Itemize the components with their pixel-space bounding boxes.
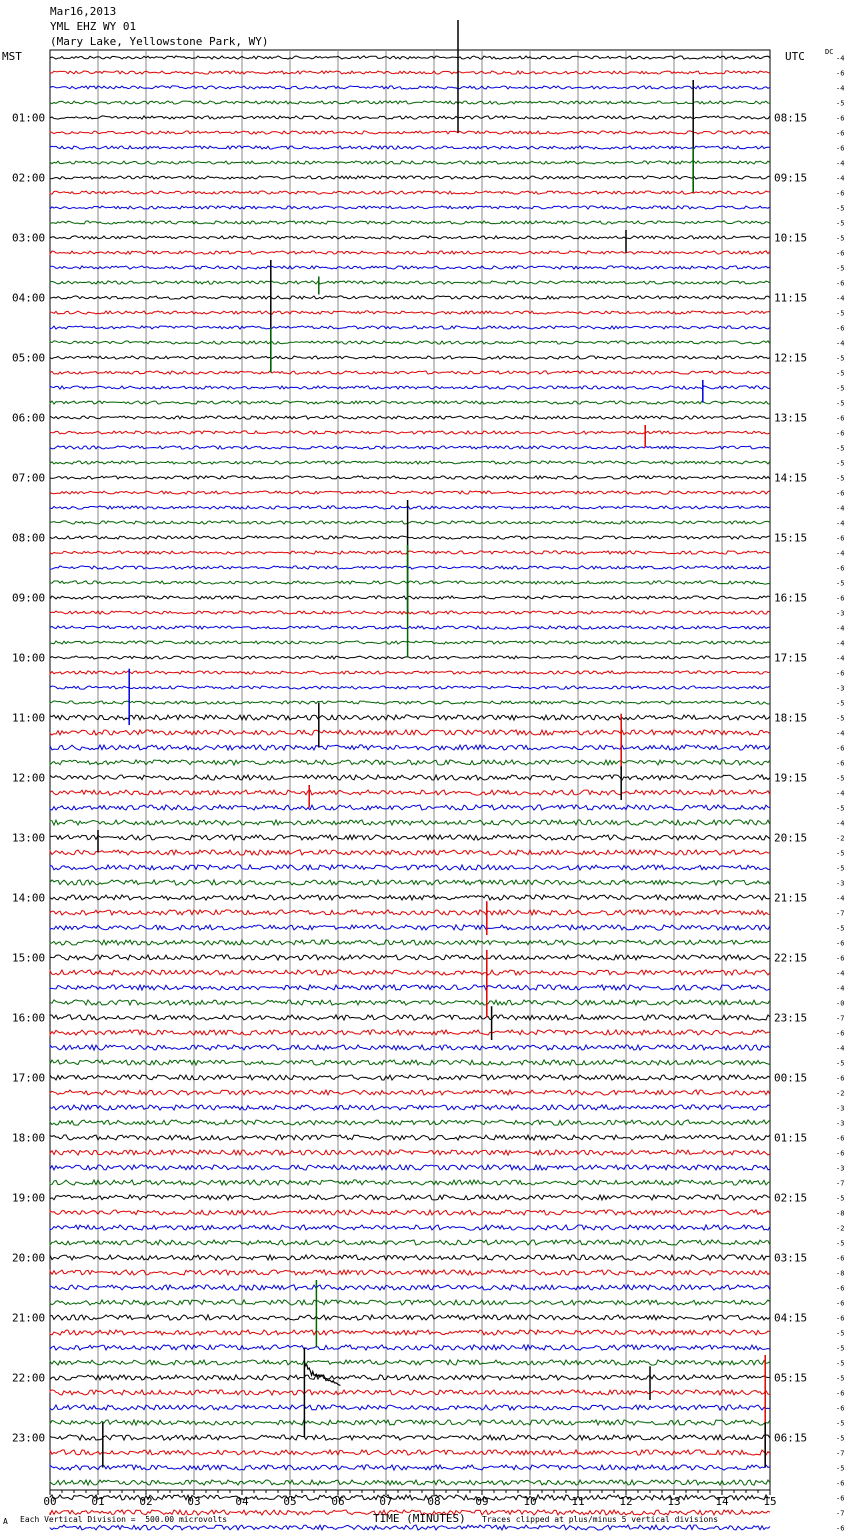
seismic-trace [50,1150,770,1155]
dc-offset-label: -4 [836,54,845,63]
dc-offset-label: -4 [836,519,845,528]
left-hour-label: 05:00 [12,351,46,365]
corner-mark: A [3,1517,8,1526]
dc-offset-label: -5 [836,849,845,858]
scale-note: Each Vertical Division = 500.00 microvolts [20,1515,228,1524]
left-hour-label: 01:00 [12,111,46,125]
seismic-trace [50,581,770,584]
x-tick-label: 08 [427,1495,441,1508]
dc-offset-label: -8 [836,1269,845,1278]
dc-offset-label: -3 [836,1104,845,1113]
seismic-trace [50,1030,770,1035]
dc-offset-label: -4 [836,504,845,513]
x-tick-label: 00 [43,1495,57,1508]
dc-offset-label: -5 [836,1239,845,1248]
seismic-trace [50,760,770,765]
left-hour-label: 14:00 [12,891,46,905]
seismic-trace [50,850,770,855]
dc-offset-label: -6 [836,1299,845,1308]
dc-offset-label: -6 [836,429,845,438]
dc-offset-label: -6 [836,144,845,153]
right-hour-label: 23:15 [774,1011,808,1025]
dc-offset-label: -6 [836,1029,845,1038]
dc-offset-label: -0 [836,999,845,1008]
dc-offset-label: -7 [836,1014,845,1023]
seismic-trace [50,1120,770,1125]
right-hour-label: 06:15 [774,1431,808,1445]
left-hour-label: 02:00 [12,171,46,185]
dc-offset-label: -6 [836,1404,845,1413]
header-station: YML EHZ WY 01 [50,20,137,33]
seismic-trace [50,566,770,569]
left-hour-label: 04:00 [12,291,46,305]
right-hour-label: 22:15 [774,951,808,965]
x-tick-label: 03 [187,1495,201,1508]
seismic-trace [50,371,770,374]
x-tick-label: 02 [139,1495,153,1508]
dc-offset-label: -6 [836,1494,845,1503]
dc-label: DC [825,48,834,56]
dc-offset-label: -4 [836,639,845,648]
left-timezone-label: MST [2,50,22,63]
seismic-trace [50,701,770,704]
seismic-trace [50,221,770,224]
seismic-trace [50,1195,770,1200]
left-hour-label: 08:00 [12,531,46,545]
dc-offset-label: -5 [836,264,845,273]
seismic-trace [50,820,770,825]
seismic-trace [50,86,770,89]
dc-offset-label: -6 [836,114,845,123]
seismic-trace [50,506,770,509]
dc-offset-label: -4 [836,819,845,828]
seismic-trace [50,970,770,975]
seismic-trace [50,1180,770,1185]
seismic-trace [50,1480,770,1485]
seismic-trace [50,101,770,104]
seismic-trace [50,985,770,990]
seismic-trace [50,236,770,239]
seismic-trace [50,311,770,314]
seismic-trace [50,1270,770,1275]
dc-offset-label: -3 [836,879,845,888]
right-hour-label: 15:15 [774,531,808,545]
seismic-trace [50,476,770,479]
seismic-trace [50,176,770,179]
seismic-trace [50,1045,770,1050]
seismic-trace [50,835,770,840]
right-hour-label: 18:15 [774,711,808,725]
left-hour-label: 03:00 [12,231,46,245]
dc-offset-label: -5 [836,204,845,213]
left-hour-label: 09:00 [12,591,46,605]
seismic-trace [50,281,770,284]
dc-offset-label: -5 [836,99,845,108]
dc-offset-label: -6 [836,489,845,498]
dc-offset-label: -6 [836,939,845,948]
dc-offset-label: -3 [836,1164,845,1173]
right-hour-label: 13:15 [774,411,808,425]
x-tick-label: 12 [619,1495,633,1508]
dc-offset-label: -5 [836,459,845,468]
dc-offset-label: -5 [836,474,845,483]
x-tick-label: 05 [283,1495,297,1508]
header-location: (Mary Lake, Yellowstone Park, WY) [50,35,269,48]
dc-offset-label: -5 [836,804,845,813]
dc-offset-label: -6 [836,1149,845,1158]
x-tick-label: 04 [235,1495,249,1508]
right-hour-label: 03:15 [774,1251,808,1265]
seismic-trace [50,206,770,209]
seismic-trace [50,1300,770,1305]
dc-offset-label: -3 [836,684,845,693]
seismic-trace [50,1525,770,1530]
x-tick-label: 13 [667,1495,681,1508]
seismic-trace [50,191,770,194]
seismic-trace [50,1285,770,1290]
dc-offset-label: -4 [836,1044,845,1053]
dc-offset-label: -6 [836,954,845,963]
right-hour-label: 21:15 [774,891,808,905]
seismic-trace [50,1465,770,1470]
seismic-trace [50,1255,770,1260]
seismic-trace [50,596,770,599]
dc-offset-label: -6 [836,1074,845,1083]
seismic-trace [50,671,770,674]
seismic-trace [50,641,770,644]
right-hour-label: 00:15 [774,1071,808,1085]
seismic-trace [50,1315,770,1320]
dc-offset-label: -6 [836,414,845,423]
dc-offset-label: -6 [836,1284,845,1293]
event-coda [304,1365,340,1386]
dc-offset-label: -3 [836,609,845,618]
seismic-trace [50,910,770,915]
seismic-trace [50,521,770,524]
seismic-trace [50,940,770,945]
seismic-trace [50,1060,770,1065]
seismic-trace [50,895,770,900]
seismic-trace [50,116,770,119]
seismic-trace [50,1360,770,1365]
left-hour-label: 07:00 [12,471,46,485]
seismic-trace [50,790,770,795]
dc-offset-label: -6 [836,1314,845,1323]
left-hour-label: 11:00 [12,711,46,725]
left-hour-label: 16:00 [12,1011,46,1025]
dc-offset-label: -4 [836,654,845,663]
seismic-trace [50,1495,770,1500]
right-hour-label: 10:15 [774,231,808,245]
seismic-trace [50,1405,770,1410]
seismic-trace [50,1105,770,1110]
x-tick-label: 11 [571,1495,585,1508]
right-hour-label: 20:15 [774,831,808,845]
dc-offset-label: -5 [836,309,845,318]
dc-offset-label: -5 [836,1359,845,1368]
seismic-trace [50,686,770,689]
right-hour-label: 02:15 [774,1191,808,1205]
seismic-trace [50,715,770,720]
left-hour-label: 06:00 [12,411,46,425]
dc-offset-label: -6 [836,759,845,768]
seismic-trace [50,536,770,539]
dc-offset-label: -4 [836,339,845,348]
x-axis-title: TIME (MINUTES) [373,1512,466,1525]
dc-offset-label: -6 [836,669,845,678]
dc-offset-label: -4 [836,549,845,558]
seismic-trace [50,296,770,299]
dc-offset-label: -6 [836,1389,845,1398]
dc-offset-label: -5 [836,1329,845,1338]
seismic-trace [50,491,770,494]
dc-offset-label: -4 [836,624,845,633]
seismic-trace [50,1015,770,1020]
left-hour-label: 17:00 [12,1071,46,1085]
seismic-trace [50,1135,770,1140]
seismic-trace [50,131,770,134]
seismic-trace [50,1225,770,1230]
left-hour-label: 10:00 [12,651,46,665]
dc-offset-label: -5 [836,1344,845,1353]
x-tick-label: 15 [763,1495,777,1508]
right-hour-label: 11:15 [774,291,808,305]
dc-offset-label: -5 [836,444,845,453]
seismic-trace [50,611,770,614]
seismic-trace [50,416,770,419]
seismic-trace [50,461,770,464]
seismic-trace [50,880,770,885]
dc-offset-label: -7 [836,1509,845,1518]
right-hour-label: 19:15 [774,771,808,785]
dc-offset-label: -6 [836,564,845,573]
dc-offset-label: -5 [836,1194,845,1203]
seismic-trace [50,551,770,554]
right-hour-label: 17:15 [774,651,808,665]
right-hour-label: 04:15 [774,1311,808,1325]
dc-offset-label: -6 [836,1134,845,1143]
seismic-trace [50,1075,770,1080]
left-hour-label: 23:00 [12,1431,46,1445]
dc-offset-label: -4 [836,969,845,978]
x-tick-label: 07 [379,1495,393,1508]
dc-offset-label: -5 [836,399,845,408]
dc-offset-label: -5 [836,714,845,723]
dc-offset-label: -5 [836,1374,845,1383]
x-tick-label: 09 [475,1495,489,1508]
dc-offset-label: -4 [836,174,845,183]
right-timezone-label: UTC [785,50,805,63]
seismic-trace [50,865,770,870]
seismic-trace [50,745,770,750]
seismic-trace [50,356,770,359]
seismic-trace [50,161,770,164]
dc-offset-label: -4 [836,789,845,798]
dc-offset-label: -4 [836,729,845,738]
seismic-trace [50,1240,770,1245]
dc-offset-label: -6 [836,69,845,78]
dc-offset-label: -5 [836,1059,845,1068]
right-hour-label: 12:15 [774,351,808,365]
seismic-trace [50,146,770,149]
seismic-trace [50,1000,770,1005]
dc-offset-label: -5 [836,864,845,873]
dc-offset-label: -6 [836,1524,845,1533]
seismic-trace [50,446,770,449]
dc-offset-label: -6 [836,189,845,198]
seismic-trace [50,730,770,735]
dc-offset-label: -6 [836,1479,845,1488]
x-tick-label: 14 [715,1495,729,1508]
left-hour-label: 19:00 [12,1191,46,1205]
x-tick-label: 06 [331,1495,345,1508]
dc-offset-label: -5 [836,1419,845,1428]
dc-offset-label: -6 [836,249,845,258]
dc-offset-label: -5 [836,219,845,228]
dc-offset-label: -6 [836,744,845,753]
right-hour-label: 08:15 [774,111,808,125]
dc-offset-label: -5 [836,579,845,588]
seismic-trace [50,71,770,74]
right-hour-label: 14:15 [774,471,808,485]
left-hour-label: 15:00 [12,951,46,965]
seismic-trace [50,1450,770,1455]
dc-offset-label: -4 [836,84,845,93]
right-hour-label: 05:15 [774,1371,808,1385]
right-hour-label: 09:15 [774,171,808,185]
dc-offset-label: -3 [836,1119,845,1128]
dc-offset-label: -5 [836,384,845,393]
left-hour-label: 13:00 [12,831,46,845]
seismic-trace [50,1090,770,1095]
dc-offset-label: -5 [836,1434,845,1443]
dc-offset-label: -2 [836,834,845,843]
dc-offset-label: -4 [836,894,845,903]
left-hour-label: 22:00 [12,1371,46,1385]
seismic-trace [50,656,770,659]
seismic-trace [50,805,770,810]
seismic-trace [50,251,770,254]
seismic-trace [50,1435,770,1440]
dc-offset-label: -4 [836,159,845,168]
x-tick-label: 01 [91,1495,105,1508]
seismic-trace [50,925,770,930]
dc-offset-label: -5 [836,699,845,708]
seismic-trace [50,326,770,329]
dc-offset-label: -7 [836,909,845,918]
dc-offset-label: -5 [836,924,845,933]
dc-offset-label: -5 [836,1464,845,1473]
right-hour-label: 01:15 [774,1131,808,1145]
seismic-trace [50,386,770,389]
dc-offset-label: -6 [836,279,845,288]
seismic-trace [50,1345,770,1350]
seismic-trace [50,1165,770,1170]
dc-offset-label: -2 [836,1089,845,1098]
header-date: Mar16,2013 [50,5,117,18]
seismic-trace [50,56,770,59]
seismic-trace [50,775,770,780]
right-hour-label: 16:15 [774,591,808,605]
dc-offset-label: -4 [836,294,845,303]
seismic-trace [50,1375,770,1380]
left-hour-label: 12:00 [12,771,46,785]
dc-offset-label: -5 [836,354,845,363]
seismic-trace [50,1420,770,1425]
seismic-trace [50,1390,770,1395]
seismic-trace [50,431,770,434]
dc-offset-label: -5 [836,234,845,243]
dc-offset-label: -6 [836,129,845,138]
dc-offset-label: -6 [836,534,845,543]
clip-note: Traces clipped at plus/minus 5 vertical divisions [482,1515,719,1524]
dc-offset-label: -7 [836,1179,845,1188]
dc-offset-label: -2 [836,1224,845,1233]
x-tick-label: 10 [523,1495,537,1508]
seismic-trace [50,1330,770,1335]
left-hour-label: 20:00 [12,1251,46,1265]
seismic-trace [50,1210,770,1215]
seismic-trace [50,626,770,629]
seismic-trace [50,341,770,344]
dc-offset-label: -6 [836,1254,845,1263]
dc-offset-label: -4 [836,984,845,993]
dc-offset-label: -7 [836,1449,845,1458]
dc-offset-label: -5 [836,369,845,378]
dc-offset-label: -6 [836,324,845,333]
dc-offset-label: -5 [836,774,845,783]
dc-offset-label: -6 [836,594,845,603]
left-hour-label: 21:00 [12,1311,46,1325]
left-hour-label: 18:00 [12,1131,46,1145]
seismic-trace [50,401,770,404]
dc-offset-label: -8 [836,1209,845,1218]
seismic-trace [50,955,770,960]
seismic-trace [50,266,770,269]
